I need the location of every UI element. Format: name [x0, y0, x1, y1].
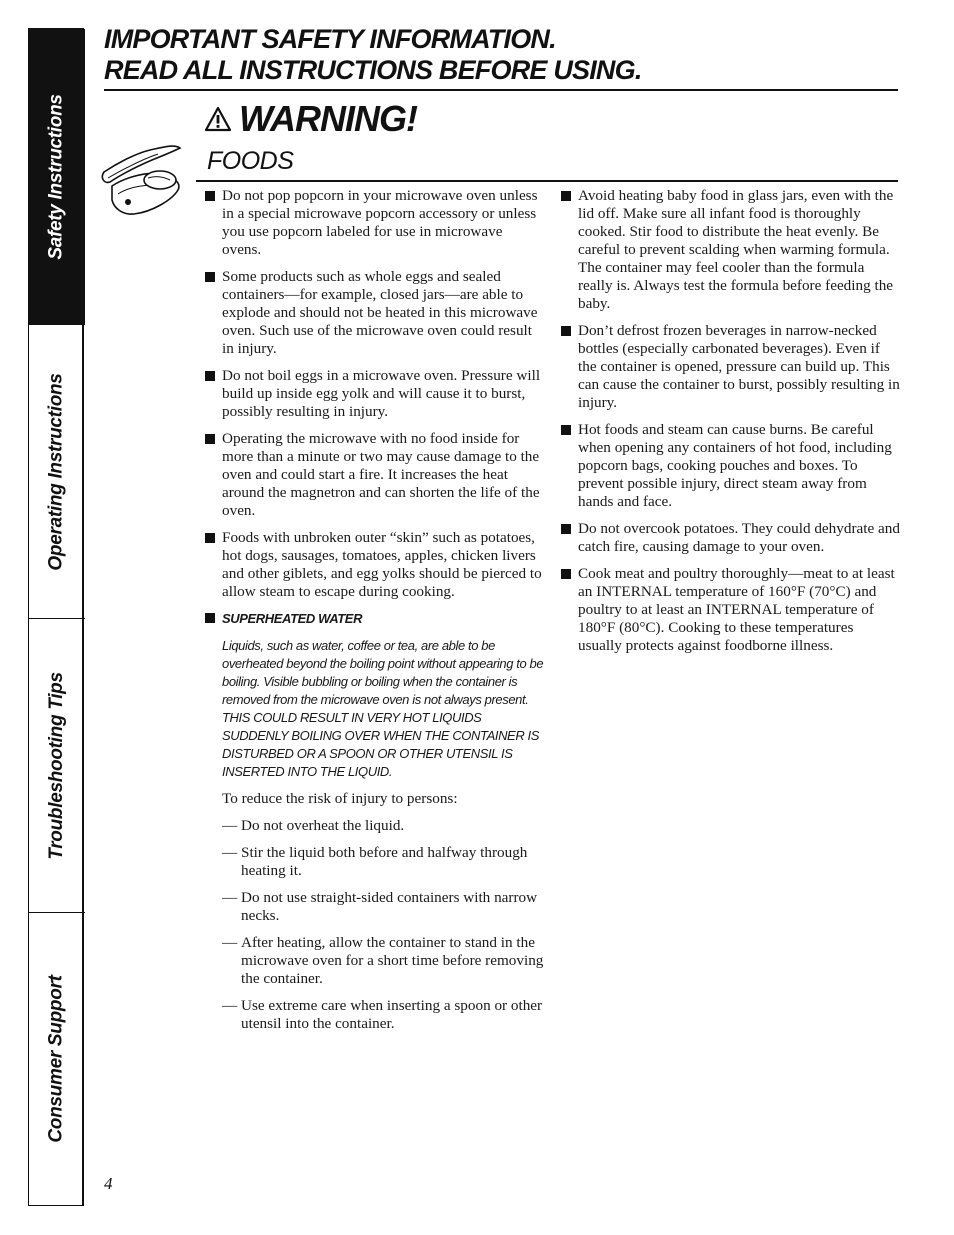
section-tabs	[28, 28, 84, 1206]
list-item: Do not overcook potatoes. They could dehydrate and catch fire, causing damage to your oven.	[561, 520, 901, 556]
tab-operating-instructions[interactable]	[29, 325, 85, 619]
warning-triangle-icon	[205, 106, 231, 132]
list-item: Some products such as whole eggs and sealed containers—for example, closed jars—are able to explode and should not be heated in this microwave oven. Such use of the microwave oven could result in injury.	[205, 268, 545, 358]
tab-border	[82, 324, 84, 1206]
dash-item: — Do not use straight-sided containers with narrow necks.	[205, 889, 545, 925]
risk-intro: To reduce the risk of injury to persons:	[222, 790, 458, 807]
warning-label: WARNING!	[239, 98, 417, 139]
page-header	[104, 24, 642, 86]
right-column	[561, 187, 901, 664]
list-item: Don’t defrost frozen beverages in narrow-necked bottles (especially carbonated beverages). Even if the container is opened, pressure can build up. This can cause the container to burst, possibly resulting in injury.	[561, 322, 901, 412]
dash-item: — Stir the liquid both before and halfway through heating it.	[205, 844, 545, 880]
list-item: Do not pop popcorn in your microwave oven unless in a special microwave popcorn accessory or unless you use popcorn labeled for use in microwave ovens.	[205, 187, 545, 259]
tab-consumer-support[interactable]	[29, 913, 85, 1205]
tab-label: Safety Instructions	[46, 93, 67, 260]
tab-label: Consumer Support	[46, 975, 68, 1143]
superheated-water-body: Liquids, such as water, coffee or tea, are able to be overheated beyond the boiling point without appearing to be boiling. Visible bubbling or boiling when the container is removed from the microwave oven is not always present. THIS COULD RESULT IN VERY HOT LIQUIDS SUDDENLY BOILING OVER WHEN THE CONTAINER IS DISTURBED OR A SPOON OR OTHER UTENSIL IS INSERTED INTO THE LIQUID.	[222, 638, 544, 779]
list-item: Cook meat and poultry thoroughly—meat to at least an INTERNAL temperature of 160°F (70°C) and poultry to at least an INTERNAL temperature of 180°F (80°C). Cooking to these temperatures usually protects against foodborne illness.	[561, 565, 901, 655]
page-number: 4	[104, 1174, 113, 1193]
header-line-1: IMPORTANT SAFETY INFORMATION.	[104, 24, 556, 54]
superheated-water-heading: SUPERHEATED WATER	[205, 610, 545, 628]
tab-troubleshooting-tips[interactable]	[29, 619, 85, 913]
header-divider	[104, 89, 898, 91]
list-item: Do not boil eggs in a microwave oven. Pressure will build up inside egg yolk and will cause it to burst, possibly resulting in injury.	[205, 367, 545, 421]
tab-label: Operating Instructions	[46, 372, 68, 571]
section-title: FOODS	[207, 147, 294, 175]
section-divider	[196, 180, 898, 182]
tab-safety-instructions[interactable]	[29, 29, 85, 325]
dash-item: — After heating, allow the container to stand in the microwave oven for a short time before removing the container.	[205, 934, 545, 988]
dash-item: — Use extreme care when inserting a spoon or other utensil into the container.	[205, 997, 545, 1033]
list-item: Avoid heating baby food in glass jars, even with the lid off. Make sure all infant food is thoroughly cooked. Stir food to distribute the heat evenly. Be careful to prevent scalding when warming formula. The container may feel cooler than the formula really is. Always test the formula before feeding the baby.	[561, 187, 901, 313]
header-line-2: READ ALL INSTRUCTIONS BEFORE USING.	[104, 55, 642, 85]
tab-label: Troubleshooting Tips	[46, 671, 67, 860]
list-item: Operating the microwave with no food inside for more than a minute or two may cause damage to the oven and could start a fire. It increases the heat around the magnetron and can shorten the life of the oven.	[205, 430, 545, 520]
dash-item: — Do not overheat the liquid.	[205, 817, 545, 835]
food-illustration-icon	[98, 142, 190, 220]
left-column	[205, 187, 545, 1042]
list-item: Foods with unbroken outer “skin” such as potatoes, hot dogs, sausages, tomatoes, apples, chicken livers and other giblets, and egg yolks should be pierced to allow steam to escape during cooking.	[205, 529, 545, 601]
warning-heading	[205, 98, 417, 140]
list-item: Hot foods and steam can cause burns. Be careful when opening any containers of hot food, including popcorn bags, cooking pouches and boxes. To prevent possible injury, direct steam away from hands and face.	[561, 421, 901, 511]
